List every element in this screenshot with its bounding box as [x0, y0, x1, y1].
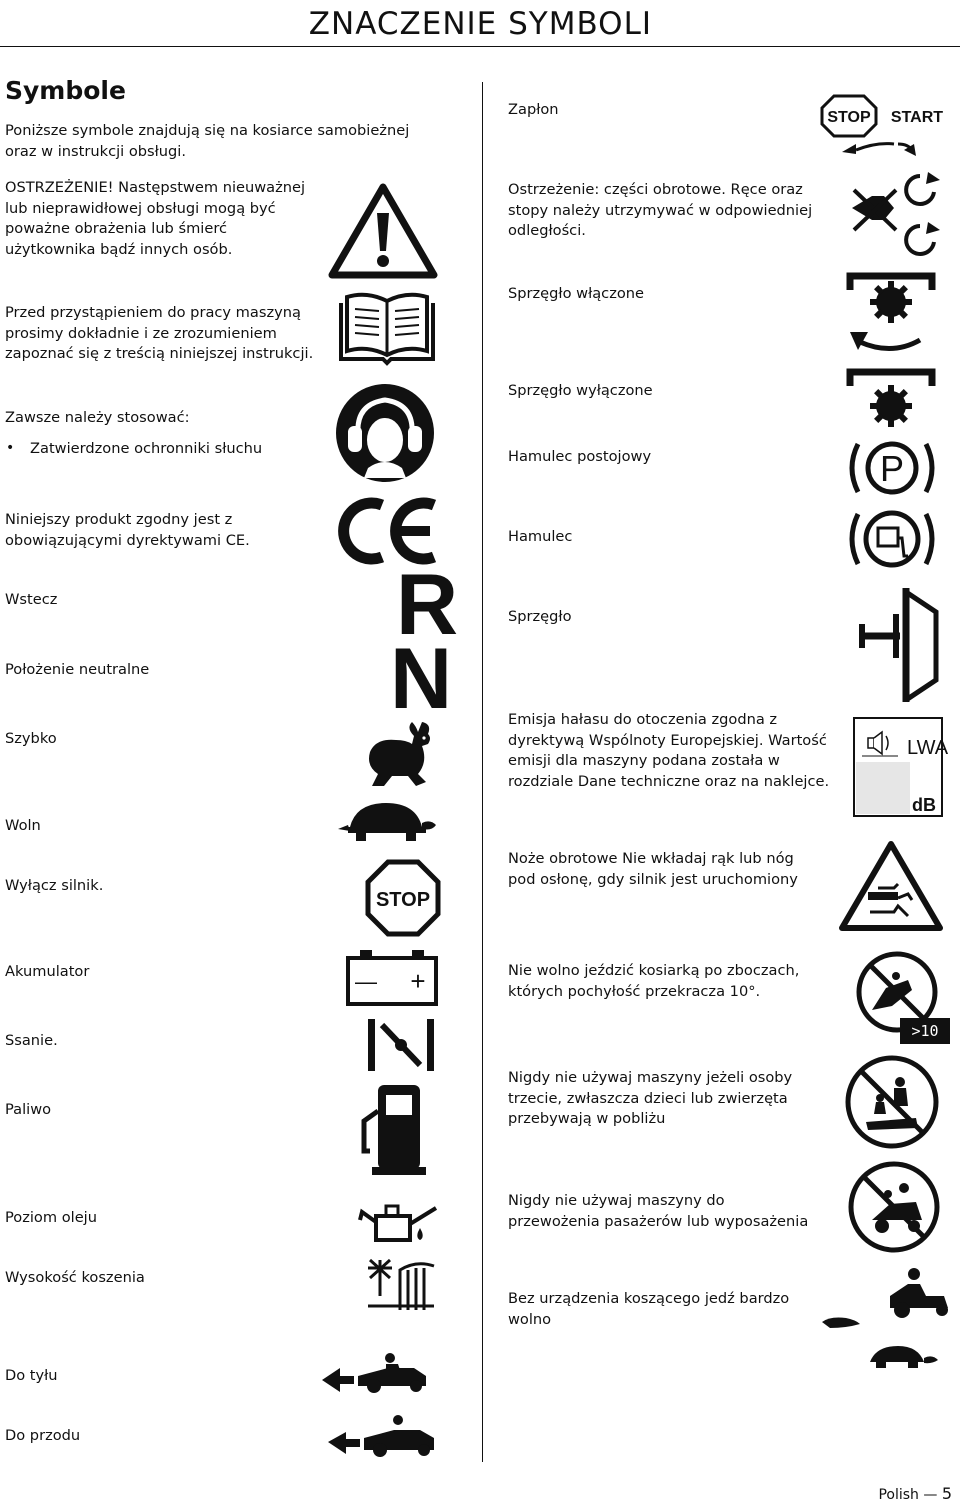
manual-book-icon: [333, 289, 441, 371]
ignition-text: Zapłon: [508, 101, 559, 118]
intro-text: Poniższe symbole znajdują się na kosiarce samobieżnej oraz w instrukcji obsługi.: [5, 122, 410, 160]
warning-triangle-icon: [326, 181, 440, 281]
stop-sign-text: STOP: [375, 889, 431, 911]
stop-sign-icon: [364, 858, 442, 938]
cutting-height-icon: [364, 1256, 438, 1314]
hearing-protection-icon: [334, 382, 436, 484]
neutral-n-icon: N: [390, 631, 453, 727]
db-label: dB: [912, 795, 936, 815]
page-title: ZNACZENIE SYMBOLI: [308, 6, 652, 42]
noise-emission-icon: [852, 716, 949, 818]
slope-badge: >10: [900, 1018, 950, 1044]
oil-can-icon: [356, 1194, 438, 1244]
neutral-text: Położenie neutralne: [5, 661, 150, 678]
fast-text: Szybko: [5, 730, 57, 747]
no-cutting-slow-icon: [816, 1266, 956, 1376]
ignition-start-label: START: [890, 109, 944, 126]
hearing-text: Zatwierdzone ochronniki słuchu: [30, 440, 263, 457]
slope-text: Nie wolno jeździć kosiarką po zboczach, których pochyłość przekracza 10°.: [508, 962, 800, 1000]
clutch-text: Sprzęgło: [508, 608, 572, 625]
manual-text: Przed przystąpieniem do pracy maszyną prosimy dokładnie i ze zrozumieniem zapoznać się z treścią niniejszej instrukcji.: [5, 304, 314, 362]
ignition-stop-label: STOP: [827, 109, 871, 126]
bystanders-text: Nigdy nie używaj maszyny jeżeli osoby trzecie, zwłaszcza dzieci lub zwierzęta przebywają w pobliżu: [508, 1069, 793, 1127]
rotating-text: Ostrzeżenie: części obrotowe. Ręce oraz stopy należy utrzymywać w odpowiedniej odległości.: [508, 181, 813, 239]
footer-language: Polish: [878, 1487, 919, 1503]
ignition-stop-start-icon: [816, 90, 956, 158]
slow-text: Woln: [5, 817, 41, 834]
page-number: 5: [941, 1484, 952, 1503]
clutch-on-text: Sprzęgło włączone: [508, 285, 645, 302]
ce-text: Niniejszy produkt zgodny jest z obowiązującymi dyrektywami CE.: [5, 511, 250, 549]
page-footer: [878, 1484, 952, 1503]
battery-text: Akumulator: [5, 963, 90, 980]
section-title: Symbole: [5, 76, 126, 105]
noise-text: Emisja hałasu do otoczenia zgodna z dyrektywą Wspólnoty Europejskiej. Wartość emisji dla maszyny podana została w rozdziale Dane techniczne oraz na naklejce.: [508, 711, 830, 790]
choke-icon: [364, 1019, 438, 1071]
oil-text: Poziom oleju: [5, 1209, 97, 1226]
page-header: [0, 0, 960, 47]
reverse-direction-icon: [318, 1346, 440, 1394]
battery-minus: —: [355, 969, 377, 994]
clutch-symbol-icon: [856, 584, 942, 706]
no-bystanders-icon: [844, 1054, 940, 1150]
forward-direction-icon: [324, 1412, 442, 1458]
warning-text: OSTRZEŻENIE! Następstwem nieuważnej lub nieprawidłowej obsługi mogą być poważne obrażenia lub śmierć użytkownika bądź innych osób.: [5, 179, 306, 258]
no-passengers-icon: [846, 1160, 942, 1254]
brake-text: Hamulec: [508, 528, 573, 545]
turtle-slow-icon: [334, 797, 438, 845]
rotating-parts-icon: [846, 170, 946, 258]
passengers-text: Nigdy nie używaj maszyny do przewożenia pasażerów lub wyposażenia: [508, 1192, 809, 1230]
bullet: •: [6, 440, 15, 456]
clutch-engaged-icon: [846, 270, 938, 360]
footer-dash: —: [923, 1487, 938, 1503]
reverse-text: Wstecz: [5, 591, 58, 608]
rotating-blades-warning-icon: [836, 838, 946, 934]
always-use-text: Zawsze należy stosować:: [5, 409, 190, 426]
backward-text: Do tyłu: [5, 1367, 58, 1384]
parking-brake-icon: [844, 436, 940, 500]
forward-text: Do przodu: [5, 1427, 81, 1444]
fuel-pump-icon: [356, 1081, 436, 1177]
brake-icon: [844, 504, 940, 574]
choke-text: Ssanie.: [5, 1032, 58, 1049]
parking-brake-text: Hamulec postojowy: [508, 448, 652, 465]
parking-brake-letter: P: [879, 448, 905, 489]
no-cutting-text: Bez urządzenia koszącego jedź bardzo wolno: [508, 1290, 790, 1328]
stop-engine-text: Wyłącz silnik.: [5, 877, 104, 894]
cut-height-text: Wysokość koszenia: [5, 1269, 145, 1286]
battery-icon: [344, 946, 440, 1008]
clutch-off-text: Sprzęgło wyłączone: [508, 382, 653, 399]
clutch-disengaged-icon: [846, 366, 938, 434]
fuel-text: Paliwo: [5, 1101, 52, 1118]
blades-text: Noże obrotowe Nie wkładaj rąk lub nóg pod osłonę, gdy silnik jest uruchomiony: [508, 850, 798, 888]
rabbit-fast-icon: [362, 718, 438, 790]
lwa-label: LWA: [907, 737, 949, 759]
battery-plus: +: [410, 966, 426, 996]
column-divider: [482, 82, 483, 1462]
reverse-r-icon: R: [396, 557, 459, 653]
